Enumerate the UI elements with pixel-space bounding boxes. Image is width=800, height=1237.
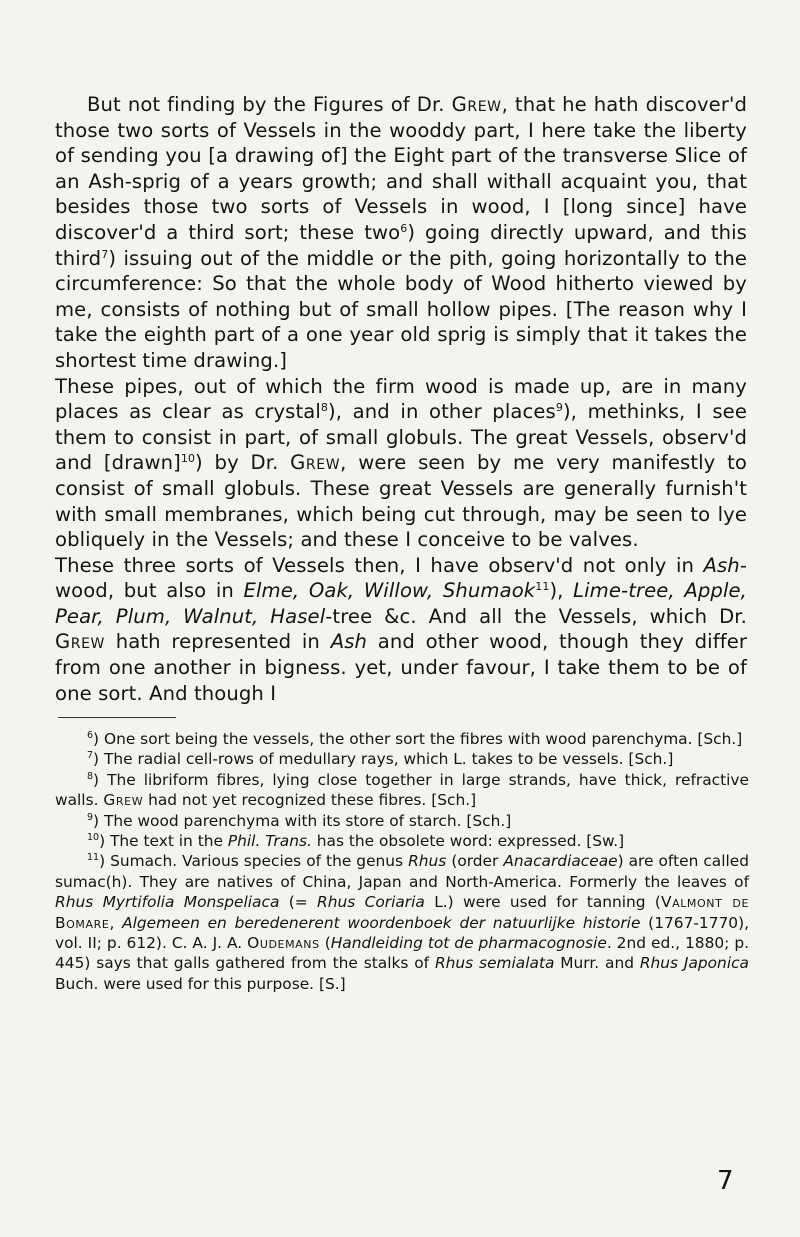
text-run: ) going directly upward, and this third bbox=[55, 220, 747, 270]
text-run: Rhus semialata bbox=[434, 954, 555, 973]
text-run: L.) were used for tanning ( bbox=[424, 893, 661, 912]
footnote-number: 10 bbox=[87, 832, 100, 844]
text-run: , that he hath discover'd those two sorts of Vessels in the wooddy part, I here take the liberty of sending you [a drawing of] the Eight part of the transverse Slice of an Ash-sprig of a years growth; and shall withall acquaint you, that besides those two sorts of Vessels in wood, I [long since] have discover'd a third sort; these two bbox=[55, 93, 748, 244]
text-run: One sort being the vessels, the other sort the fibres with wood parenchyma. [Sch.] bbox=[103, 730, 743, 748]
text-run: Grew bbox=[55, 630, 105, 654]
text-run: hath represented in bbox=[105, 630, 331, 654]
text-run: (1767-1770), vol. II; p. 612). C. A. J. A. bbox=[55, 913, 749, 953]
paragraph bbox=[55, 553, 747, 707]
text-run: , bbox=[109, 913, 123, 932]
text-run: Rhus Myrtifolia Monspeliaca bbox=[55, 893, 280, 912]
text-run: -wood, but also in bbox=[55, 553, 747, 603]
text-run: Valmont de Bomare bbox=[55, 893, 749, 932]
footnote-marker: $^6$) bbox=[87, 730, 104, 748]
text-run: ( bbox=[319, 934, 331, 953]
footnote-separator bbox=[58, 717, 176, 718]
footnote bbox=[55, 811, 749, 831]
text-run: But not finding by the Figures of Dr. bbox=[87, 93, 452, 116]
footnote-marker: $^7$) bbox=[87, 750, 104, 769]
footnote-number: 7 bbox=[87, 750, 94, 762]
text-run: Oudemans bbox=[247, 934, 320, 953]
text-run: had not yet recognized these fibres. [Sch.] bbox=[143, 791, 477, 810]
text-run: Elme, Oak, Willow, Shumaok bbox=[243, 579, 536, 603]
text-run: Rhus Japonica bbox=[639, 954, 749, 973]
footnote-reference: 10 bbox=[180, 452, 196, 466]
text-run: . 2nd ed., 1880; p. 445) says that galls gathered from the stalks of bbox=[55, 934, 749, 973]
text-run: These three sorts of Vessels then, I have observ'd not only in bbox=[55, 553, 704, 577]
text-run: Phil. Trans. bbox=[227, 832, 312, 851]
text-run: and other wood, though they differ from one another in bigness. yet, under favour, I take them to be of one sort. And though I bbox=[55, 630, 748, 705]
text-run: Buch. were used for this purpose. [S.] bbox=[55, 974, 346, 993]
text-run: Rhus Coriaria bbox=[317, 893, 425, 912]
text-run: Sumach. Various species of the genus bbox=[110, 852, 409, 871]
footnote-marker: $^{11}$) bbox=[87, 852, 111, 871]
text-run: ), methinks, I see them to consist in part, of small globuls. The great Vessels, observ'd and [drawn] bbox=[55, 400, 747, 475]
text-run: Anacardiaceae bbox=[503, 852, 618, 871]
text-run: ) by Dr. bbox=[195, 451, 291, 475]
text-run: ) issuing out of the middle or the pith, going horizontally to the circumference: So that the whole body of Wood hitherto viewed by me, consists of nothing but of small hollow pipes. [The reason why I take the eighth part of a one year old sprig is simply that it takes the shortest time drawing.] bbox=[55, 246, 747, 372]
text-run: Handleiding tot de pharmacognosie bbox=[330, 934, 607, 953]
text-run: These pipes, out of which the firm wood is made up, are in many places as clear as crystal bbox=[55, 374, 747, 424]
text-run: Grew bbox=[451, 93, 502, 116]
text-run: Grew bbox=[290, 451, 341, 475]
text-run: ), bbox=[549, 579, 574, 603]
text-run: Lime-tree, Apple, Pear, Plum, Walnut, Hasel bbox=[55, 579, 747, 628]
footnotes bbox=[55, 729, 749, 994]
text-run: Ash bbox=[330, 630, 368, 654]
footnote-reference: 7 bbox=[101, 247, 109, 261]
text-run: Murr. and bbox=[554, 954, 640, 973]
text-run: (order bbox=[446, 852, 504, 871]
text-run: The libriform fibres, lying close together in large strands, have thick, refractive walls. bbox=[55, 770, 749, 810]
footnote-number: 11 bbox=[87, 852, 100, 864]
paragraph bbox=[55, 374, 747, 553]
footnote bbox=[55, 729, 749, 749]
footnote-marker: $^9$) bbox=[87, 811, 104, 830]
footnote bbox=[55, 831, 749, 851]
text-run: The radial cell-rows of medullary rays, which L. takes to be vessels. [Sch.] bbox=[103, 750, 674, 769]
footnote-reference: 11 bbox=[535, 580, 550, 594]
footnote bbox=[55, 749, 749, 769]
text-run: Rhus bbox=[408, 852, 447, 871]
footnote-marker: $^8$) bbox=[87, 770, 108, 789]
page-number: 7 bbox=[717, 1166, 734, 1196]
footnote bbox=[55, 851, 749, 994]
footnote-reference: 8 bbox=[320, 401, 329, 415]
footnote-reference: 6 bbox=[400, 221, 408, 235]
text-run: has the obsolete word: expressed. [Sw.] bbox=[311, 832, 625, 851]
text-run: ) are often called sumac(h). They are natives of China, Japan and North-America. Formerly the leaves of bbox=[55, 852, 750, 891]
paragraph bbox=[55, 92, 747, 374]
footnote-reference: 9 bbox=[555, 401, 563, 415]
footnote-number: 6 bbox=[87, 730, 94, 741]
main-text bbox=[55, 92, 747, 706]
text-run: Algemeen en beredenerent woordenboek der natuurlijke historie bbox=[122, 913, 641, 932]
footnote-number: 8 bbox=[87, 770, 94, 782]
text-run: Grew bbox=[103, 791, 144, 810]
text-run: , were seen by me very manifestly to consist of small globuls. These great Vessels are generally furnish't with small membranes, which being cut through, may be seen to lye obliquely in the Vessels; and these I conceive to be valves. bbox=[55, 451, 747, 552]
footnote-number: 9 bbox=[87, 811, 94, 823]
text-run: -tree &c. And all the Vessels, which Dr. bbox=[325, 604, 747, 628]
text-run: Ash bbox=[703, 553, 740, 577]
text-run: The text in the bbox=[110, 832, 228, 851]
text-run: ), and in other places bbox=[328, 400, 556, 424]
text-run: The wood parenchyma with its store of starch. [Sch.] bbox=[103, 811, 512, 830]
footnote bbox=[55, 770, 749, 811]
footnote-marker: $^{10}$) bbox=[87, 832, 110, 851]
text-run: (= bbox=[279, 893, 317, 912]
